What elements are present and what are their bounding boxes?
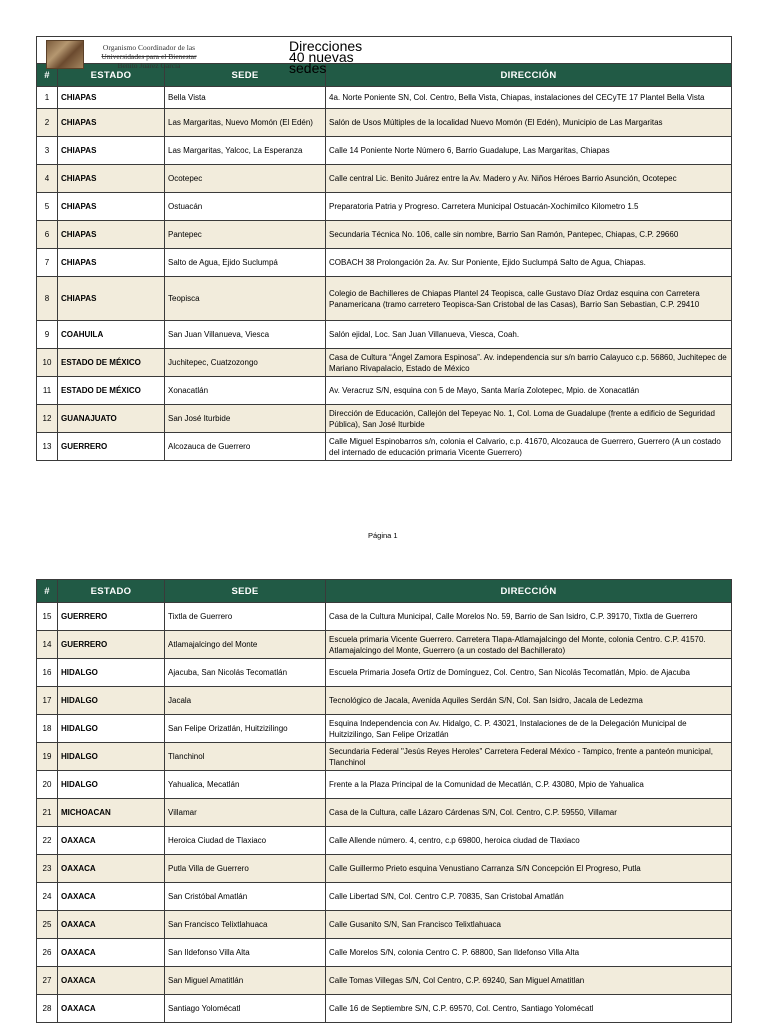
table-row xyxy=(37,405,732,433)
row-direccion: Calle central Lic. Benito Juárez entre la Av. Madero y Av. Niños Héroes Barrio Asunción, Ocotepec xyxy=(326,165,732,193)
table-row xyxy=(37,249,732,277)
row-estado: HIDALGO xyxy=(58,687,165,715)
table-row xyxy=(37,277,732,321)
sedes-table-2 xyxy=(36,579,732,1023)
row-estado: GUERRERO xyxy=(58,631,165,659)
row-sede: Santiago Yolomécatl xyxy=(165,995,326,1023)
row-number: 4 xyxy=(37,165,58,193)
table-row xyxy=(37,433,732,461)
row-direccion: Calle Gusanito S/N, San Francisco Telixtlahuaca xyxy=(326,911,732,939)
table-row xyxy=(37,995,732,1023)
row-direccion: Esquina Independencia con Av. Hidalgo, C. P. 43021, Instalaciones de de la Delegación Municipal de Huitzizilingo, San Felipe Orizatlán xyxy=(326,715,732,743)
row-number: 26 xyxy=(37,939,58,967)
col-header-estado: ESTADO xyxy=(58,64,165,87)
row-sede: Teopisca xyxy=(165,277,326,321)
row-number: 15 xyxy=(37,603,58,631)
row-estado: ESTADO DE MÉXICO xyxy=(58,349,165,377)
row-direccion: Dirección de Educación, Callejón del Tepeyac No. 1, Col. Loma de Guadalupe (frente a edificio de Seguridad Pública), San José Iturbide xyxy=(326,405,732,433)
col-header-estado: ESTADO xyxy=(58,580,165,603)
table-row xyxy=(37,743,732,771)
col-header-sede: SEDE xyxy=(165,64,326,87)
table-row xyxy=(37,87,732,109)
row-estado: HIDALGO xyxy=(58,771,165,799)
row-estado: CHIAPAS xyxy=(58,277,165,321)
row-number: 27 xyxy=(37,967,58,995)
table-page-2 xyxy=(36,579,731,1023)
table-row xyxy=(37,631,732,659)
row-number: 22 xyxy=(37,827,58,855)
col-header-sede: SEDE xyxy=(165,580,326,603)
row-estado: GUERRERO xyxy=(58,603,165,631)
row-estado: CHIAPAS xyxy=(58,165,165,193)
row-direccion: Casa de la Cultura, calle Lázaro Cárdenas S/N, Col. Centro, C.P. 59550, Villamar xyxy=(326,799,732,827)
row-direccion: Av. Veracruz S/N, esquina con 5 de Mayo, Santa María Zolotepec, Mpio. de Xonacatlán xyxy=(326,377,732,405)
row-number: 9 xyxy=(37,321,58,349)
page-number-label: Página 1 xyxy=(368,531,398,540)
row-number: 13 xyxy=(37,433,58,461)
row-sede: Bella Vista xyxy=(165,87,326,109)
row-number: 24 xyxy=(37,883,58,911)
row-sede: Atlamajalcingo del Monte xyxy=(165,631,326,659)
row-number: 10 xyxy=(37,349,58,377)
row-direccion: Calle Guillermo Prieto esquina Venustiano Carranza S/N Concepción El Progreso, Putla xyxy=(326,855,732,883)
row-number: 19 xyxy=(37,743,58,771)
row-estado: OAXACA xyxy=(58,995,165,1023)
row-estado: COAHUILA xyxy=(58,321,165,349)
table-row xyxy=(37,967,732,995)
row-sede: San Francisco Telixtlahuaca xyxy=(165,911,326,939)
row-number: 20 xyxy=(37,771,58,799)
row-number: 8 xyxy=(37,277,58,321)
table-row xyxy=(37,883,732,911)
row-direccion: Calle 16 de Septiembre S/N, C.P. 69570, Col. Centro, Santiago Yolomécatl xyxy=(326,995,732,1023)
col-header-direccion: DIRECCIÓN xyxy=(326,64,732,87)
row-sede: San Cristóbal Amatlán xyxy=(165,883,326,911)
table-row xyxy=(37,855,732,883)
row-number: 23 xyxy=(37,855,58,883)
row-sede: Salto de Agua, Ejido Suclumpá xyxy=(165,249,326,277)
table-row xyxy=(37,939,732,967)
row-sede: Villamar xyxy=(165,799,326,827)
table-row xyxy=(37,911,732,939)
row-direccion: Casa de la Cultura Municipal, Calle Morelos No. 59, Barrio de San Isidro, C.P. 39170, Tixtla de Guerrero xyxy=(326,603,732,631)
table-row xyxy=(37,165,732,193)
row-sede: Ostuacán xyxy=(165,193,326,221)
row-direccion: Escuela Primaria Josefa Ortíz de Domínguez, Col. Centro, San Nicolás Tecomatlán, Mpio. de Ajacuba xyxy=(326,659,732,687)
row-sede: Heroica Ciudad de Tlaxiaco xyxy=(165,827,326,855)
col-header-num: # xyxy=(37,64,58,87)
row-direccion: Calle Morelos S/N, colonia Centro C. P. 68800, San Ildefonso Villa Alta xyxy=(326,939,732,967)
row-direccion: Casa de Cultura “Ángel Zamora Espinosa”. Av. independencia sur s/n barrio Calayuco c.p. 56860, Juchitepec de Mariano Rivapalacio, Estado de México xyxy=(326,349,732,377)
document-header xyxy=(37,37,732,64)
row-sede: Tixtla de Guerrero xyxy=(165,603,326,631)
row-direccion: Secundaria Federal "Jesús Reyes Heroles" Carretera Federal México - Tampico, frente a panteón municipal, Tlanchinol xyxy=(326,743,732,771)
row-estado: ESTADO DE MÉXICO xyxy=(58,377,165,405)
col-header-direccion: DIRECCIÓN xyxy=(326,580,732,603)
row-direccion: Calle 14 Poniente Norte Número 6, Barrio Guadalupe, Las Margaritas, Chiapas xyxy=(326,137,732,165)
row-sede: Tlanchinol xyxy=(165,743,326,771)
row-number: 21 xyxy=(37,799,58,827)
row-estado: CHIAPAS xyxy=(58,137,165,165)
row-estado: GUANAJUATO xyxy=(58,405,165,433)
table-row xyxy=(37,771,732,799)
row-sede: Ajacuba, San Nicolás Tecomatlán xyxy=(165,659,326,687)
row-estado: HIDALGO xyxy=(58,743,165,771)
row-direccion: Tecnológico de Jacala, Avenida Aquiles Serdán S/N, Col. San Isidro, Jacala de Ledezma xyxy=(326,687,732,715)
row-sede: Xonacatlán xyxy=(165,377,326,405)
row-sede: San Miguel Amatitlán xyxy=(165,967,326,995)
row-estado: OAXACA xyxy=(58,911,165,939)
row-direccion: Calle Libertad S/N, Col. Centro C.P. 70835, San Cristobal Amatlán xyxy=(326,883,732,911)
row-sede: Ocotepec xyxy=(165,165,326,193)
row-sede: San José Iturbide xyxy=(165,405,326,433)
row-estado: CHIAPAS xyxy=(58,249,165,277)
row-estado: CHIAPAS xyxy=(58,109,165,137)
row-number: 7 xyxy=(37,249,58,277)
table-page-1 xyxy=(36,36,731,461)
table-row xyxy=(37,349,732,377)
table-row xyxy=(37,659,732,687)
row-direccion: COBACH 38 Prolongación 2a. Av. Sur Poniente, Ejido Suclumpá Salto de Agua, Chiapas. xyxy=(326,249,732,277)
row-number: 18 xyxy=(37,715,58,743)
row-sede: Alcozauca de Guerrero xyxy=(165,433,326,461)
row-estado: OAXACA xyxy=(58,967,165,995)
row-estado: HIDALGO xyxy=(58,659,165,687)
row-sede: Juchitepec, Cuatzozongo xyxy=(165,349,326,377)
row-number: 25 xyxy=(37,911,58,939)
row-direccion: Preparatoria Patria y Progreso. Carretera Municipal Ostuacán-Xochimilco Kilometro 1.5 xyxy=(326,193,732,221)
table-header-row xyxy=(37,580,732,603)
row-sede: San Ildefonso Villa Alta xyxy=(165,939,326,967)
table-row xyxy=(37,799,732,827)
table-row xyxy=(37,603,732,631)
table-row xyxy=(37,221,732,249)
row-number: 16 xyxy=(37,659,58,687)
row-estado: OAXACA xyxy=(58,883,165,911)
row-direccion: Salón ejidal, Loc. San Juan Villanueva, Viesca, Coah. xyxy=(326,321,732,349)
row-number: 6 xyxy=(37,221,58,249)
row-estado: OAXACA xyxy=(58,855,165,883)
row-direccion: Escuela primaria Vicente Guerrero. Carretera Tlapa-Atlamajalcingo del Monte, colonia Centro. C.P. 41570. Atlamajalcingo del Monte, Guerrero (a un costado del Bachillerato) xyxy=(326,631,732,659)
row-number: 28 xyxy=(37,995,58,1023)
page-title: Direcciones 40 nuevas sedes xyxy=(289,38,363,76)
table-row xyxy=(37,377,732,405)
row-estado: GUERRERO xyxy=(58,433,165,461)
row-sede: Pantepec xyxy=(165,221,326,249)
organization-logo xyxy=(46,40,84,69)
row-direccion: Calle Tomas Villegas S/N, Col Centro, C.P. 69240, San Miguel Amatitlan xyxy=(326,967,732,995)
table-row xyxy=(37,137,732,165)
row-estado: MICHOACAN xyxy=(58,799,165,827)
row-estado: CHIAPAS xyxy=(58,87,165,109)
row-direccion: 4a. Norte Poniente SN, Col. Centro, Bella Vista, Chiapas, instalaciones del CECyTE 17 Plantel Bella Vista xyxy=(326,87,732,109)
row-direccion: Frente a la Plaza Principal de la Comunidad de Mecatlán, C.P. 43080, Mpio de Yahualica xyxy=(326,771,732,799)
row-direccion: Colegio de Bachilleres de Chiapas Plantel 24 Teopisca, calle Gustavo Díaz Ordaz esquina con Carretera Panamericana (tramo carretero Teopisca-San Cristobal de las Casas), Barrio San Sebastian, C.P. 29410 xyxy=(326,277,732,321)
row-sede: San Felipe Orizatlán, Huitzizilingo xyxy=(165,715,326,743)
table-row xyxy=(37,109,732,137)
row-number: 3 xyxy=(37,137,58,165)
row-number: 14 xyxy=(37,631,58,659)
organization-name: Organismo Coordinador de las Universidades para el Bienestar Benito Juárez García xyxy=(101,43,197,70)
row-number: 5 xyxy=(37,193,58,221)
row-sede: Yahualica, Mecatlán xyxy=(165,771,326,799)
row-estado: OAXACA xyxy=(58,939,165,967)
row-number: 1 xyxy=(37,87,58,109)
row-estado: CHIAPAS xyxy=(58,221,165,249)
row-direccion: Calle Allende número. 4, centro, c.p 69800, heroica ciudad de Tlaxiaco xyxy=(326,827,732,855)
row-sede: Las Margaritas, Yalcoc, La Esperanza xyxy=(165,137,326,165)
col-header-num: # xyxy=(37,580,58,603)
table-row xyxy=(37,687,732,715)
table-row xyxy=(37,715,732,743)
table-row xyxy=(37,193,732,221)
row-sede: Las Margaritas, Nuevo Momón (El Edén) xyxy=(165,109,326,137)
row-sede: San Juan Villanueva, Viesca xyxy=(165,321,326,349)
row-estado: HIDALGO xyxy=(58,715,165,743)
row-estado: CHIAPAS xyxy=(58,193,165,221)
row-sede: Putla Villa de Guerrero xyxy=(165,855,326,883)
row-number: 11 xyxy=(37,377,58,405)
row-number: 17 xyxy=(37,687,58,715)
row-estado: OAXACA xyxy=(58,827,165,855)
row-direccion: Calle Miguel Espinobarros s/n, colonia el Calvario, c.p. 41670, Alcozauca de Guerrero, Guerrero (A un costado del internado de educación primaria Vicente Guerrero) xyxy=(326,433,732,461)
row-number: 12 xyxy=(37,405,58,433)
row-direccion: Salón de Usos Múltiples de la localidad Nuevo Momón (El Edén), Municipio de Las Margaritas xyxy=(326,109,732,137)
sedes-table-1 xyxy=(36,36,732,461)
table-row xyxy=(37,827,732,855)
table-row xyxy=(37,321,732,349)
row-sede: Jacala xyxy=(165,687,326,715)
row-direccion: Secundaria Técnica No. 106, calle sin nombre, Barrio San Ramón, Pantepec, Chiapas, C.P. 29660 xyxy=(326,221,732,249)
row-number: 2 xyxy=(37,109,58,137)
